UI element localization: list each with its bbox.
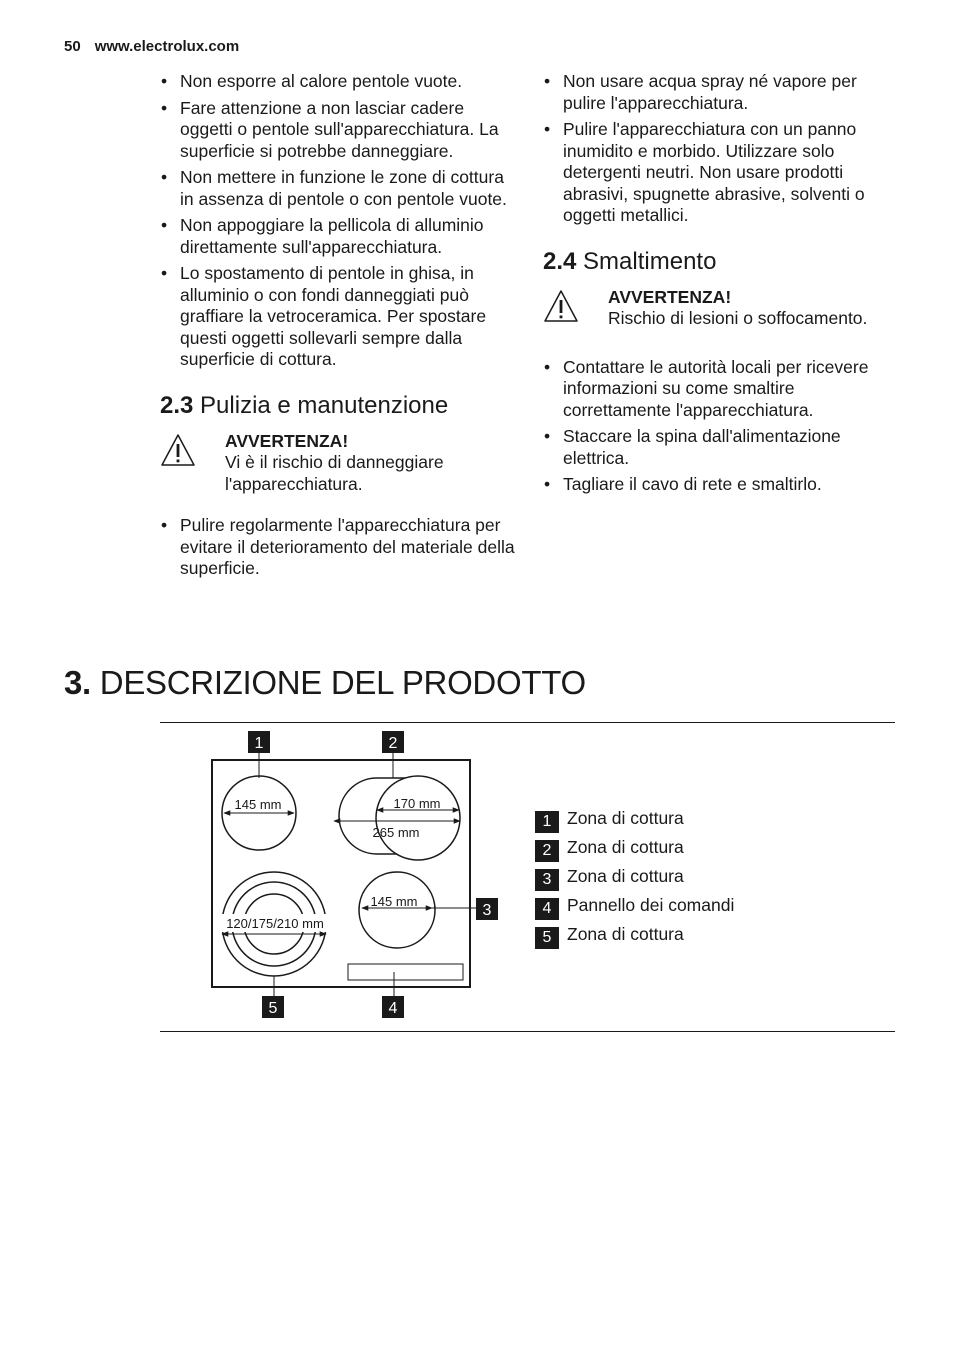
legend-number: 5 xyxy=(535,927,559,949)
dim-label-zone-1: 145 mm xyxy=(234,797,282,812)
left-column xyxy=(160,71,515,585)
legend-item xyxy=(535,862,734,891)
dim-label-zone-2-outer: 265 mm xyxy=(372,825,420,840)
legend-item xyxy=(535,804,734,833)
cooking-zone-3 xyxy=(359,872,435,948)
diagram-legend xyxy=(535,804,734,949)
divider-bottom xyxy=(160,1031,895,1032)
section-number: 2.4 xyxy=(543,247,577,275)
legend-number: 1 xyxy=(535,811,559,833)
list-item: • Pulire regolarmente l'apparecchiatura per evitare il deterioramento del materiale della superficie. xyxy=(160,515,515,580)
list-item: • Fare attenzione a non lasciar cadere oggetti o pentole sull'apparecchiatura. La superficie si potrebbe danneggiare. xyxy=(160,98,515,163)
list-item: • Non appoggiare la pellicola di alluminio direttamente sull'apparecchiatura. xyxy=(160,215,515,258)
section-title: Smaltimento xyxy=(583,247,717,275)
legend-label: Zona di cottura xyxy=(567,866,684,886)
warning-title: AVVERTENZA! xyxy=(608,286,732,307)
legend-label: Zona di cottura xyxy=(567,808,684,828)
legend-label: Zona di cottura xyxy=(567,837,684,857)
legend-item xyxy=(535,833,734,862)
warning-box xyxy=(160,431,515,496)
chapter-title-text: DESCRIZIONE DEL PRODOTTO xyxy=(99,664,586,701)
legend-item xyxy=(535,920,734,949)
legend-label: Zona di cottura xyxy=(567,924,684,944)
list-item: • Pulire l'apparecchiatura con un panno inumidito e morbido. Utilizzare solo detergenti neutri. Non usare prodotti abrasivi, spugnette abrasive, solventi o oggetti metallici. xyxy=(543,119,898,227)
legend-number: 2 xyxy=(535,840,559,862)
warning-text: Rischio di lesioni o soffocamento. xyxy=(608,308,868,328)
legend-number: 3 xyxy=(535,869,559,891)
list-item: • Non usare acqua spray né vapore per pulire l'apparecchiatura. xyxy=(543,71,898,114)
legend-label: Pannello dei comandi xyxy=(567,895,735,915)
cleaning-list xyxy=(160,515,515,580)
list-item: • Tagliare il cavo di rete e smaltirlo. xyxy=(543,474,898,496)
legend-number: 4 xyxy=(535,898,559,920)
right-column xyxy=(543,71,898,501)
page-header xyxy=(64,38,239,55)
section-title: Pulizia e manutenzione xyxy=(200,391,449,419)
dim-label-zone-3: 145 mm xyxy=(370,894,418,909)
list-item: • Staccare la spina dall'alimentazione elettrica. xyxy=(543,426,898,469)
dim-label-zone-5: 120/175/210 mm xyxy=(226,916,324,931)
safety-list-left xyxy=(160,71,515,371)
chapter-title xyxy=(64,660,586,706)
legend-item xyxy=(535,891,734,920)
hob-diagram xyxy=(160,722,520,1027)
cleaning-list-right xyxy=(543,71,898,227)
chapter-number: 3. xyxy=(64,664,91,701)
warning-box xyxy=(543,287,898,337)
callout-4: 4 xyxy=(388,1000,398,1017)
list-item: • Contattare le autorità locali per ricevere informazioni su come smaltire correttamente l'apparecchiatura. xyxy=(543,357,898,422)
dim-label-zone-2-inner: 170 mm xyxy=(393,796,441,811)
disposal-list xyxy=(543,357,898,496)
callout-2: 2 xyxy=(388,735,398,752)
section-heading-disposal xyxy=(543,248,898,276)
callout-1: 1 xyxy=(254,735,264,752)
callout-3: 3 xyxy=(482,902,492,919)
callout-5: 5 xyxy=(268,1000,278,1017)
site-url[interactable]: www.electrolux.com xyxy=(94,38,240,55)
warning-text: Vi è il rischio di danneggiare l'apparecchiatura. xyxy=(225,452,444,494)
section-heading-cleaning xyxy=(160,392,515,420)
section-number: 2.3 xyxy=(160,391,194,419)
cooking-zone-2-inner xyxy=(376,776,460,860)
list-item: • Non esporre al calore pentole vuote. xyxy=(160,71,515,93)
control-panel xyxy=(348,964,463,980)
list-item: • Lo spostamento di pentole in ghisa, in alluminio o con fondi danneggiati può graffiare la vetroceramica. Per spostare questi oggetti sollevarli sempre dalla superficie di cottura. xyxy=(160,263,515,371)
warning-triangle-icon xyxy=(160,433,196,467)
warning-title: AVVERTENZA! xyxy=(225,430,349,451)
page-number: 50 xyxy=(64,38,81,55)
warning-triangle-icon xyxy=(543,289,579,323)
list-item: • Non mettere in funzione le zone di cottura in assenza di pentole o con pentole vuote. xyxy=(160,167,515,210)
